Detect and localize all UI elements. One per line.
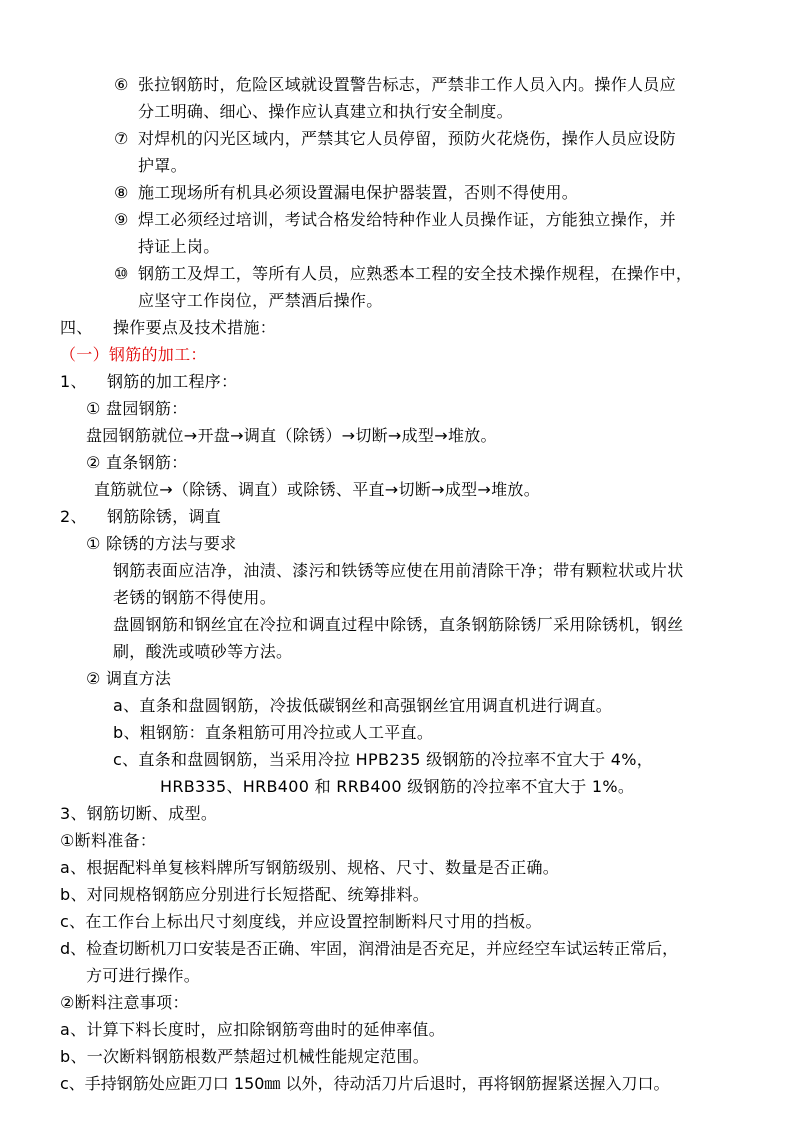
item-9-line-1: 焊工必须经过培训，考试合格发给特种作业人员操作证，方能独立操作，并 xyxy=(138,210,676,229)
item-6-line-2: 分工明确、细心、操作应认真建立和执行安全制度。 xyxy=(138,102,513,121)
item-1-b-text: 直筋就位→（除锈、调直）或除锈、平直→切断→成型→堆放。 xyxy=(94,480,541,499)
item-10-line-2: 应坚守工作岗位，严禁酒后操作。 xyxy=(138,291,383,310)
item-2-b-b: b、粗钢筋：直条粗筋可用冷拉或人工平直。 xyxy=(113,723,434,742)
item-2-b-a: a、直条和盘圆钢筋，冷拔低碳钢丝和高强钢丝宜用调直机进行调直。 xyxy=(113,696,613,715)
item-1-b-label: ② 直条钢筋： xyxy=(86,453,188,472)
item-3-prep-c: c、在工作台上标出尺寸刻度线，并应设置控制断料尺寸用的挡板。 xyxy=(60,912,542,931)
item-2-a-para-2-line-2: 刷，酸洗或喷砂等方法。 xyxy=(113,642,293,661)
item-2-b-label: ② 调直方法 xyxy=(86,669,172,688)
item-2-b-c-line-2: HRB335、HRB400 和 RRB400 级钢筋的冷拉率不宜大于 1%。 xyxy=(160,777,635,796)
item-7-line-2: 护罩。 xyxy=(138,156,187,175)
item-2-a-para-1-line-1: 钢筋表面应洁净，油渍、漆污和铁锈等应使在用前清除干净；带有颗粒状或片状 xyxy=(113,561,684,580)
item-9-line-2: 持证上岗。 xyxy=(138,237,220,256)
item-3-prep-b: b、对同规格钢筋应分别进行长短搭配、统筹排料。 xyxy=(60,885,430,904)
item-3-prep-a: a、根据配料单复核料牌所写钢筋级别、规格、尺寸、数量是否正确。 xyxy=(60,858,560,877)
item-3-note-b: b、一次断料钢筋根数严禁超过机械性能规定范围。 xyxy=(60,1047,430,1066)
item-3-prep-d-line-2: 方可进行操作。 xyxy=(86,966,201,985)
item-3-title: 3、钢筋切断、成型。 xyxy=(60,804,218,823)
section-4-title: 操作要点及技术措施： xyxy=(113,318,277,337)
item-2-title: 钢筋除锈，调直 xyxy=(107,507,222,526)
item-1-number: 1、 xyxy=(60,372,87,391)
item-7-number: ⑦ xyxy=(114,129,129,148)
item-10-number: ⑩ xyxy=(114,264,129,283)
item-2-a-label: ① 除锈的方法与要求 xyxy=(86,534,237,553)
item-3-note-c: c、手持钢筋处应距刀口 150㎜ 以外，待动活刀片后退时，再将钢筋握紧送握入刀口。 xyxy=(60,1074,670,1093)
item-6-line-1: 张拉钢筋时，危险区域就设置警告标志，严禁非工作人员入内。操作人员应 xyxy=(138,75,676,94)
item-3-note-a: a、计算下料长度时，应扣除钢筋弯曲时的延伸率值。 xyxy=(60,1020,446,1039)
subsection-1-heading: （一）钢筋的加工： xyxy=(60,345,207,364)
item-3-prep-label: ①断料准备： xyxy=(60,831,157,850)
item-1-title: 钢筋的加工程序： xyxy=(107,372,238,391)
section-4-number: 四、 xyxy=(60,318,93,337)
item-8-line-1: 施工现场所有机具必须设置漏电保护器装置，否则不得使用。 xyxy=(138,183,579,202)
item-8-number: ⑧ xyxy=(114,183,129,202)
item-2-a-para-2-line-1: 盘圆钢筋和钢丝宜在冷拉和调直过程中除锈，直条钢筋除锈厂采用除锈机，钢丝 xyxy=(113,615,684,634)
item-2-b-c-line-1: c、直条和盘圆钢筋，当采用冷拉 HPB235 级钢筋的冷拉率不宜大于 4%， xyxy=(113,750,654,769)
item-10-line-1: 钢筋工及焊工，等所有人员，应熟悉本工程的安全技术操作规程，在操作中， xyxy=(138,264,693,283)
item-6-number: ⑥ xyxy=(114,75,129,94)
item-2-a-para-1-line-2: 老锈的钢筋不得使用。 xyxy=(113,588,277,607)
item-9-number: ⑨ xyxy=(114,210,129,229)
item-2-number: 2、 xyxy=(60,507,87,526)
item-7-line-1: 对焊机的闪光区域内，严禁其它人员停留，预防火花烧伤，操作人员应设防 xyxy=(138,129,676,148)
item-1-a-label: ① 盘园钢筋： xyxy=(86,399,188,418)
item-1-a-text: 盘园钢筋就位→开盘→调直（除锈）→切断→成型→堆放。 xyxy=(86,426,497,445)
item-3-prep-d-line-1: d、检查切断机刀口安装是否正确、牢固，润滑油是否充足，并应经空车试运转正常后， xyxy=(60,939,679,958)
item-3-note-label: ②断料注意事项： xyxy=(60,993,189,1012)
